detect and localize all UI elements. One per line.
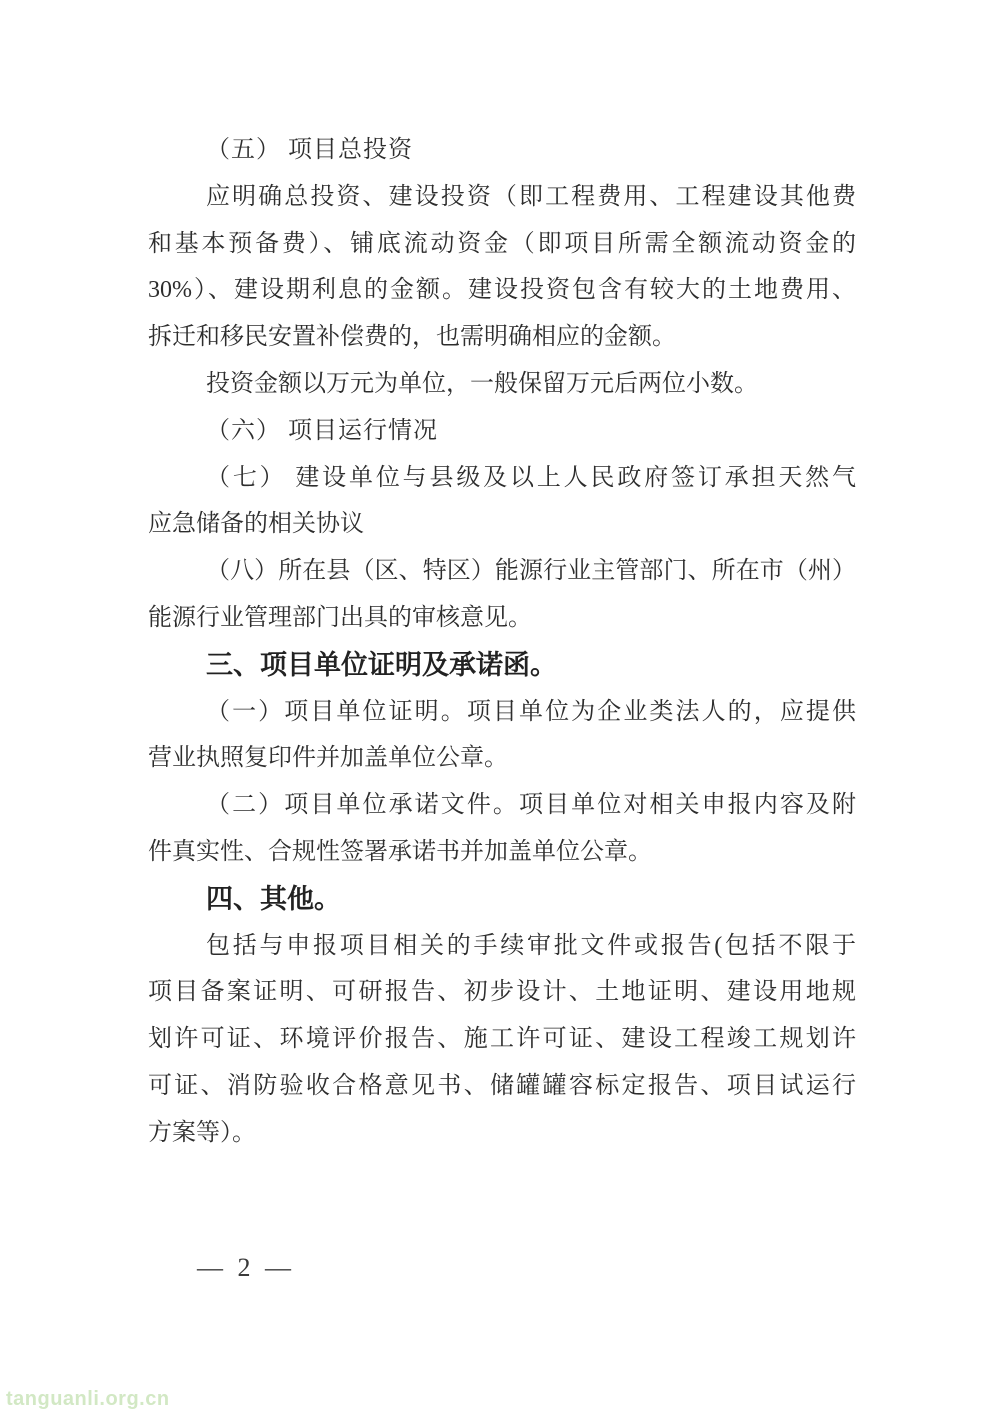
subheading-section-8: （八）所在县（区、特区）能源行业主管部门、所在市（州） xyxy=(206,558,856,585)
body-line: （二）项目单位承诺文件。项目单位对相关申报内容及附 xyxy=(206,792,856,819)
body-line: 项目备案证明、可研报告、初步设计、土地证明、建设用地规 xyxy=(148,979,856,1006)
subheading-section-7: （七） 建设单位与县级及以上人民政府签订承担天然气 xyxy=(206,464,856,491)
body-line: 可证、消防验收合格意见书、储罐罐容标定报告、项目试运行 xyxy=(148,1072,856,1099)
body-line: 投资金额以万元为单位，一般保留万元后两位小数。 xyxy=(206,370,758,397)
document-body xyxy=(148,127,856,1157)
body-line: 和基本预备费）、铺底流动资金（即项目所需全额流动资金的 xyxy=(148,230,856,257)
body-line: 划许可证、环境评价报告、施工许可证、建设工程竣工规划许 xyxy=(148,1026,856,1053)
body-line: （一）项目单位证明。项目单位为企业类法人的，应提供 xyxy=(206,698,856,725)
body-line: 营业执照复印件并加盖单位公章。 xyxy=(148,745,508,772)
subheading-section-6: （六） 项目运行情况 xyxy=(206,417,438,444)
body-line: 件真实性、合规性签署承诺书并加盖单位公章。 xyxy=(148,838,652,865)
body-line: 方案等）。 xyxy=(148,1119,256,1146)
heading-section-3: 三、项目单位证明及承诺函。 xyxy=(206,649,557,680)
body-line: 应急储备的相关协议 xyxy=(148,511,364,538)
heading-section-4: 四、其他。 xyxy=(206,883,341,914)
watermark-text: tanguanli.org.cn xyxy=(6,1388,170,1410)
body-line: 能源行业管理部门出具的审核意见。 xyxy=(148,604,532,631)
body-line: 应明确总投资、建设投资（即工程费用、工程建设其他费 xyxy=(206,183,856,210)
body-line: 30%）、建设期利息的金额。建设投资包含有较大的土地费用、 xyxy=(148,277,856,304)
body-line: 拆迁和移民安置补偿费的，也需明确相应的金额。 xyxy=(148,324,676,351)
body-line: 包括与申报项目相关的手续审批文件或报告(包括不限于 xyxy=(206,932,856,959)
subheading-section-5: （五） 项目总投资 xyxy=(206,137,413,163)
page-number: — 2 — xyxy=(197,1253,295,1282)
